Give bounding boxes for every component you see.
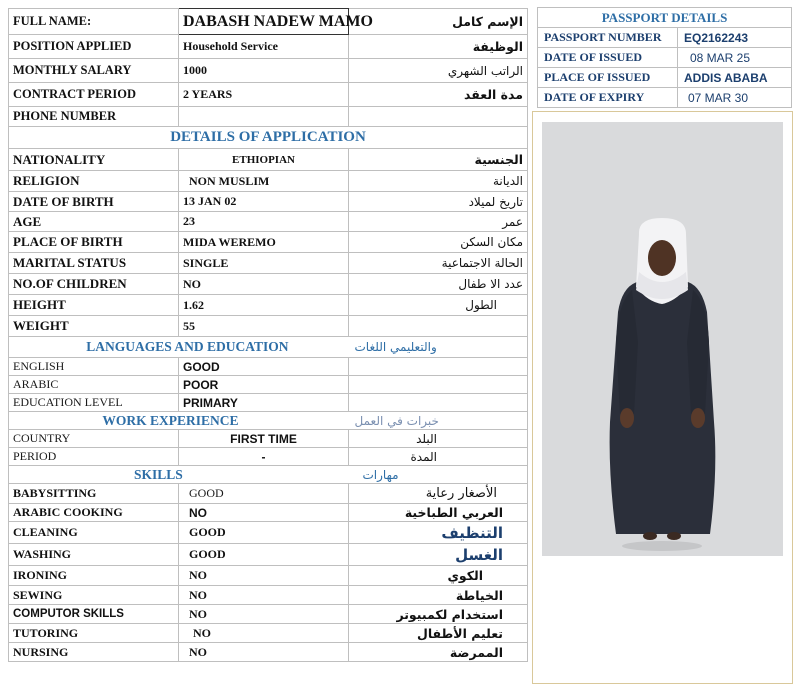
skill-value: NO: [179, 624, 349, 643]
personal-row: [9, 107, 528, 127]
skill-value: NO: [179, 566, 349, 586]
details-row: [9, 192, 528, 212]
skill-ar: تعليم الأطفال: [349, 624, 528, 643]
languages-section-ar: والتعليمي اللغات: [349, 337, 528, 358]
details-ar: عدد الا طفال: [349, 274, 528, 295]
details-value: NO: [179, 274, 349, 295]
skill-ar: التنظيف: [349, 522, 528, 544]
skill-ar: الغسل: [349, 544, 528, 566]
details-label: AGE: [9, 212, 179, 232]
details-value: SINGLE: [179, 253, 349, 274]
personal-label: CONTRACT PERIOD: [9, 83, 179, 107]
details-row: [9, 316, 528, 337]
personal-label: POSITION APPLIED: [9, 35, 179, 59]
work-value: -: [179, 448, 349, 466]
passport-label: PLACE OF ISSUED: [538, 68, 678, 88]
passport-table: [537, 7, 792, 108]
details-row: [9, 212, 528, 232]
personal-ar: الراتب الشهري: [349, 59, 528, 83]
work-section-ar: خبرات في العمل: [349, 412, 528, 430]
skill-row: [9, 586, 528, 605]
skill-ar: الكوي: [349, 566, 528, 586]
skill-row: [9, 566, 528, 586]
details-value: 1.62: [179, 295, 349, 316]
details-value: 55: [179, 316, 349, 337]
skill-value: NO: [179, 605, 349, 624]
details-ar: عمر: [349, 212, 528, 232]
details-value: ETHIOPIAN: [179, 149, 349, 171]
passport-value: 07 MAR 30: [678, 88, 792, 108]
language-value: PRIMARY: [179, 394, 349, 412]
skill-row: [9, 522, 528, 544]
details-row: [9, 149, 528, 171]
passport-value: ADDIS ABABA: [678, 68, 792, 88]
details-ar: الديانة: [349, 171, 528, 192]
skill-label: ARABIC COOKING: [9, 504, 179, 522]
personal-value: [179, 107, 349, 127]
skill-ar: الخياطة: [349, 586, 528, 605]
skill-value: GOOD: [179, 522, 349, 544]
details-ar: الجنسية: [349, 149, 528, 171]
skill-value: GOOD: [179, 484, 349, 504]
details-value: 13 JAN 02: [179, 192, 349, 212]
skill-value: NO: [179, 504, 349, 522]
personal-label: MONTHLY SALARY: [9, 59, 179, 83]
application-form: [8, 8, 527, 684]
work-ar: المدة: [349, 448, 528, 466]
skill-label: COMPUTOR SKILLS: [9, 605, 179, 624]
details-label: HEIGHT: [9, 295, 179, 316]
details-row: [9, 232, 528, 253]
skill-row: [9, 544, 528, 566]
skill-value: GOOD: [179, 544, 349, 566]
skill-label: NURSING: [9, 643, 179, 662]
language-row: [9, 358, 528, 376]
work-label: COUNTRY: [9, 430, 179, 448]
language-empty: [349, 376, 528, 394]
language-label: EDUCATION LEVEL: [9, 394, 179, 412]
personal-row: [9, 35, 528, 59]
details-label: PLACE OF BIRTH: [9, 232, 179, 253]
skill-label: IRONING: [9, 566, 179, 586]
skill-value: NO: [179, 586, 349, 605]
details-section-row: [9, 127, 528, 149]
details-label: NATIONALITY: [9, 149, 179, 171]
details-value: 23: [179, 212, 349, 232]
details-row: [9, 274, 528, 295]
work-ar: البلد: [349, 430, 528, 448]
passport-details: [537, 7, 791, 108]
skill-row: [9, 504, 528, 522]
passport-title: PASSPORT DETAILS: [538, 8, 792, 28]
application-table: [8, 8, 528, 662]
details-ar: الطول: [349, 295, 528, 316]
passport-label: DATE OF EXPIRY: [538, 88, 678, 108]
skill-label: WASHING: [9, 544, 179, 566]
details-label: MARITAL STATUS: [9, 253, 179, 274]
skills-section-title: SKILLS: [9, 466, 349, 484]
languages-section-row: [9, 337, 528, 358]
details-ar: الحالة الاجتماعية: [349, 253, 528, 274]
passport-row: [538, 68, 792, 88]
personal-value: 2 YEARS: [179, 83, 349, 107]
applicant-photo: [542, 122, 783, 556]
details-ar: [349, 316, 528, 337]
skill-ar: الممرضة: [349, 643, 528, 662]
passport-value: 08 MAR 25: [678, 48, 792, 68]
personal-label: PHONE NUMBER: [9, 107, 179, 127]
details-label: WEIGHT: [9, 316, 179, 337]
skills-section-row: [9, 466, 528, 484]
skill-label: CLEANING: [9, 522, 179, 544]
skill-row: [9, 624, 528, 643]
details-label: DATE OF BIRTH: [9, 192, 179, 212]
details-label: RELIGION: [9, 171, 179, 192]
passport-label: DATE OF ISSUED: [538, 48, 678, 68]
personal-ar: الوظيفة: [349, 35, 528, 59]
passport-value: EQ2162243: [678, 28, 792, 48]
full-name-ar: الإسم كامل: [349, 9, 528, 35]
language-value: POOR: [179, 376, 349, 394]
language-row: [9, 394, 528, 412]
language-label: ARABIC: [9, 376, 179, 394]
languages-section-title: LANGUAGES AND EDUCATION: [9, 337, 349, 358]
work-section-row: [9, 412, 528, 430]
details-value: NON MUSLIM: [179, 171, 349, 192]
work-value: FIRST TIME: [179, 430, 349, 448]
work-label: PERIOD: [9, 448, 179, 466]
skill-ar: استخدام لكمبيوتر: [349, 605, 528, 624]
personal-ar: مدة العقد: [349, 83, 528, 107]
details-value: MIDA WEREMO: [179, 232, 349, 253]
skill-row: [9, 643, 528, 662]
language-label: ENGLISH: [9, 358, 179, 376]
skills-section-ar: مهارات: [349, 466, 528, 484]
language-empty: [349, 358, 528, 376]
skill-row: [9, 484, 528, 504]
personal-value: 1000: [179, 59, 349, 83]
personal-row: [9, 59, 528, 83]
skill-label: SEWING: [9, 586, 179, 605]
full-name-value: DABASH NADEW MAMO: [179, 9, 349, 35]
skill-ar: الأصغار رعاية: [349, 484, 528, 504]
passport-row: [538, 88, 792, 108]
skill-label: BABYSITTING: [9, 484, 179, 504]
passport-row: [538, 48, 792, 68]
language-empty: [349, 394, 528, 412]
details-section-title: DETAILS OF APPLICATION: [9, 127, 528, 149]
details-ar: تاريخ لميلاد: [349, 192, 528, 212]
full-name-row: [9, 9, 528, 35]
details-ar: مكان السكن: [349, 232, 528, 253]
skill-ar: العربي الطباخية: [349, 504, 528, 522]
passport-label: PASSPORT NUMBER: [538, 28, 678, 48]
applicant-figure: [542, 122, 783, 556]
full-name-label: FULL NAME:: [9, 9, 179, 35]
skill-row: [9, 605, 528, 624]
personal-value: Household Service: [179, 35, 349, 59]
details-label: NO.OF CHILDREN: [9, 274, 179, 295]
work-row: [9, 448, 528, 466]
details-row: [9, 295, 528, 316]
skill-value: NO: [179, 643, 349, 662]
passport-row: [538, 28, 792, 48]
details-row: [9, 171, 528, 192]
language-row: [9, 376, 528, 394]
personal-row: [9, 83, 528, 107]
skill-label: TUTORING: [9, 624, 179, 643]
work-row: [9, 430, 528, 448]
details-row: [9, 253, 528, 274]
language-value: GOOD: [179, 358, 349, 376]
work-section-title: WORK EXPERIENCE: [9, 412, 349, 430]
personal-ar: [349, 107, 528, 127]
